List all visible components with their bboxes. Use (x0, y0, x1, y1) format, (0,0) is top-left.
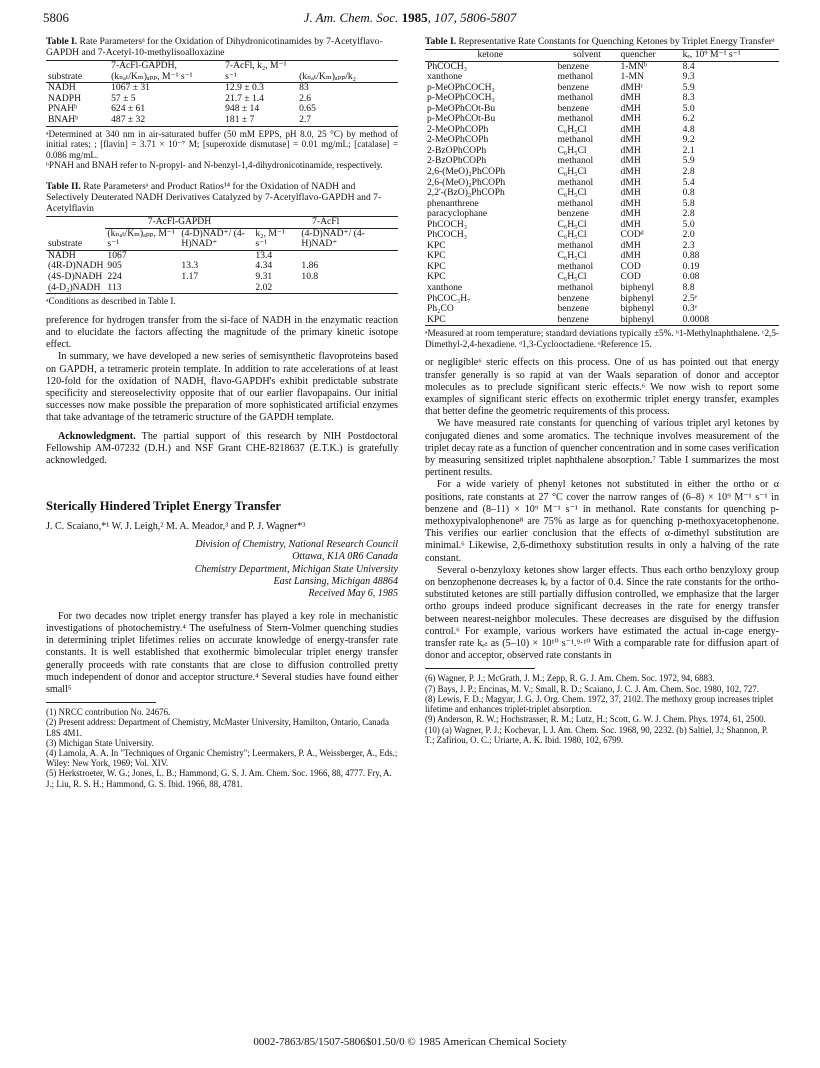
table-cell: (4R-D)NADH (48, 260, 104, 272)
table-row (425, 315, 779, 326)
table-cell: (4S-D)NADH (48, 270, 103, 282)
table-cell: PhCOCH₃ (427, 60, 468, 72)
table-row (425, 283, 779, 294)
table-row (425, 230, 779, 241)
reference-item: (8) Lewis, F. D.; Magyar, J. G. J. Org. Chem. 1972, 37, 2102. The methoxy group increases triplet lifetime and enhances triplet-triplet absorption. (425, 693, 774, 715)
received-date: Received May 6, 1985 (308, 588, 398, 600)
table-cell: dMH (620, 134, 641, 146)
left-body-text (46, 315, 398, 467)
table-row (46, 83, 398, 94)
table-cell: benzene (557, 81, 589, 93)
table-cell: 8.4 (682, 60, 695, 72)
table-cell: BNAHᵇ (46, 115, 109, 126)
table-cell: 0.19 (682, 260, 700, 272)
table-cell: 83 (299, 82, 309, 94)
product-ratio-table (46, 216, 398, 294)
table-cell: dMH (620, 218, 641, 230)
table-cell: methanol (557, 92, 594, 104)
table-row (425, 262, 779, 273)
table-cell: p-MeOPhCOCH₃ (427, 92, 495, 104)
table-cell: dMH (620, 187, 641, 199)
table-cell: NADH (48, 249, 76, 261)
table-cell: 0.0008 (681, 315, 779, 326)
column-header: (kₙₐₜ/Kₘ)ₐₚₚ, M⁻¹ s⁻¹ (105, 228, 179, 250)
reference-item: (5) Herkstroeter, W. G.; Jones, L. B.; Hammond, G. S. J. Am. Chem. Soc. 1966, 88, 4777. Fry, A. J.; Liu, R. S. H.; Hammond, G. S. Ibid. 1966, 88, 4781. (46, 768, 392, 789)
table-cell: 12.9 ± 0.3 (225, 82, 264, 94)
table-cell: 5.9 (682, 81, 695, 93)
paragraph: We have measured rate constants for quenching of various triplet aryl ketones by conjugated dienes and some aromatics. The technique involves measurement of the triplet decay rate as a function of quencher concentration and in some cases verification by measuring sensitized triplet naphthalene absorption.⁷ Table I summarizes the most pertinent results. (425, 418, 779, 479)
table-2-left (46, 181, 398, 307)
reference-item: (9) Anderson, R. W.; Hochstrasser, R. M.; Lutz, H.; Scott, G. W. J. Chem. Phys. 1974, 61, 2500. (425, 714, 766, 725)
reference-item: (6) Wagner, P. J.; McGrath, J. M.; Zepp, R. G. J. Am. Chem. Soc. 1972, 94, 6883. (425, 673, 715, 684)
table-cell: C₆H₅Cl (557, 218, 587, 230)
table-cell: 2-BzOPhCOPh (427, 144, 487, 156)
affiliations (46, 539, 398, 601)
reference-item: (10) (a) Wagner, P. J.; Kochevar, I. J. Am. Chem. Soc. 1968, 90, 2232. (b) Saltiel, J.; Shannon, P. T.; Zafiriou, O. C.; Uriarte, A. K. Ibid. 1980, 102, 6799. (425, 724, 769, 745)
table-cell: 0.65 (299, 103, 316, 115)
table-cell: 1-MN (620, 71, 644, 83)
quenching-rate-table (425, 49, 779, 326)
table-cell: NADPH (48, 92, 82, 104)
table-cell: benzene (557, 60, 589, 72)
table-cell: 2.6 (299, 92, 312, 104)
article-intro (46, 611, 398, 696)
table-cell: dMH (620, 197, 641, 209)
table-cell: Ph₂CO (427, 303, 454, 315)
table-cell: methanol (557, 71, 594, 83)
column-header: (kₙₐₜ/Kₘ)ₐₚₚ/k₂ (297, 61, 398, 83)
table-label: Table I. (425, 36, 457, 47)
article-authors: J. C. Scaiano,*¹ W. J. Leigh,² M. A. Meador,³ and P. J. Wagner*³ (46, 520, 306, 532)
table-1-right (425, 36, 779, 349)
table-cell: benzene (557, 102, 589, 114)
table-cell: 1.17 (181, 270, 199, 282)
affiliation-line: Chemistry Department, Michigan State University (194, 563, 398, 575)
table-cell: 1.86 (301, 260, 319, 272)
table-cell: 5.9 (682, 155, 695, 167)
table-cell: 10.8 (301, 270, 319, 282)
table-cell: COD (620, 260, 641, 272)
table-cell: C₆H₅Cl (557, 166, 587, 178)
column-header: quencher (619, 50, 681, 62)
table-row (425, 251, 779, 262)
rate-parameters-table (46, 60, 398, 127)
column-header: substrate (46, 228, 105, 250)
table-cell: 5.8 (682, 197, 695, 209)
page-header (0, 10, 820, 30)
table-row (425, 294, 779, 305)
table-cell: 9.31 (255, 270, 273, 282)
table-cell: benzene (557, 292, 589, 304)
table-cell: 905 (107, 260, 122, 272)
table-cell: dMH (620, 113, 641, 125)
table-cell: biphenyl (620, 282, 655, 294)
acknowledgment-text: The partial support of this research by NIH Postdoctoral Fellowship AM-07232 (D.H.) and NSF Grant CHE-8218637 (E.T.K.) is gratefully acknowledged. (46, 430, 398, 466)
table-cell: 5.0 (682, 218, 695, 230)
table-row (425, 272, 779, 283)
table-cell: 624 ± 61 (111, 103, 146, 115)
table-cell: methanol (557, 197, 594, 209)
table-cell: benzene (557, 303, 589, 315)
table-cell: 0.88 (682, 250, 700, 262)
table-cell: 21.7 ± 1.4 (225, 92, 264, 104)
column-header: (4-D)NAD⁺/ (4-H)NAD⁺ (299, 228, 398, 250)
table-cell: biphenyl (619, 315, 681, 326)
table-cell: 224 (107, 270, 122, 282)
table-cell: 2.8 (682, 166, 695, 178)
table-cell: methanol (557, 113, 594, 125)
table-cell: 13.4 (255, 249, 273, 261)
table-cell: KPC (427, 250, 446, 262)
table-cell: dMH (620, 123, 641, 135)
table-footnote: ᵃDetermined at 340 nm in air-saturated buffer (50 mM EPPS, pH 8.0, 25 °C) by method of initial rates; ; [flavin] = 3.71 × 10⁻⁷ M; [superoxide dismutase] = 0.01 mg/mL; [catalase] = 0.086 mg/mL. (46, 128, 398, 160)
table-cell: phenanthrene (427, 197, 479, 209)
table-cell: C₆H₅Cl (557, 144, 587, 156)
right-body-text (425, 357, 779, 662)
table-cell: 2.0 (682, 229, 695, 241)
table-row (425, 241, 779, 252)
table-cell: dMH (620, 92, 641, 104)
table-cell: NADH (48, 82, 76, 94)
table-cell: biphenyl (620, 292, 655, 304)
table-cell: 0.3ᵉ (682, 303, 698, 315)
table-cell: 2,2'-(BzO)₂PhCOPh (427, 187, 505, 199)
table-cell: 0.8 (682, 187, 695, 199)
column-header: substrate (46, 61, 109, 83)
table-cell: KPC (427, 271, 446, 283)
table-row (46, 104, 398, 115)
table-cell (179, 283, 253, 294)
table-cell: 4.8 (682, 123, 695, 135)
table-cell: PhCOCH₃ (427, 218, 468, 230)
references-right (425, 673, 779, 744)
table-cell: 9.3 (682, 71, 695, 83)
table-cell: methanol (557, 239, 594, 251)
table-cell: PNAHᵇ (48, 103, 78, 115)
column-header: solvent (556, 50, 619, 62)
acknowledgment-label: Acknowledgment. (58, 430, 136, 442)
table-cell: 2-MeOPhCOPh (427, 134, 489, 146)
reference-item: (7) Bays, J. P.; Encinas, M. V.; Small, R. D.; Scaiano, J. C. J. Am. Chem. Soc. 1980, 102, 727. (425, 683, 759, 694)
reference-item: (4) Lamola, A. A. In "Techniques of Organic Chemistry"; Leermakers, P. A., Weissberger, A., Eds.; Wiley: New York, 1969; Vol. XIV. (46, 748, 398, 769)
table-footnote: ᵃMeasured at room temperature; standard deviations typically ±5%. ᵇ1-Methylnaphthalene. ᶜ2,5-Dimethyl-2,4-hexadiene. ᵈ1,3-Cyclooctadiene. ᵉReference 15. (425, 328, 779, 349)
table-cell: dMH (620, 250, 641, 262)
reference-item: (3) Michigan State University. (46, 737, 154, 748)
table-1-left (46, 36, 398, 171)
table-cell: dMHᶜ (620, 81, 644, 93)
table-cell: methanol (557, 260, 594, 272)
table-cell: 181 ± 7 (223, 115, 297, 126)
table-cell: methanol (557, 155, 594, 167)
table-cell: 2.5ᵉ (682, 292, 698, 304)
table-cell: 1067 (107, 249, 127, 261)
table-cell: C₆H₅Cl (557, 229, 587, 241)
table-cell: (4-D₂)NADH (46, 283, 105, 294)
paragraph: Several o-benzyloxy ketones show larger effects. Thus each ortho benzyloxy group on benzophenone decreases kₑ by a factor of 0.4. Since the rate constants for the ortho-substituted ketones are still partially diffusion controlled, we emphasize that the larger ortho groups indeed produce significant decreases in the rate for energy transfer between nearest-neighbor molecules. These decreases are disguised by the diffusion control.⁶ For example, various workers have estimated the actual in-cage energy-transfer rate kₑₜ as (5–10) × 10¹⁰ s⁻¹.⁹·¹⁰ With a comparable rate for diffusion apart of donor and acceptor, observed rate constants in (425, 564, 779, 662)
column-group-header: 7-AcFl-GAPDH (105, 216, 253, 228)
table-row (425, 61, 779, 72)
table-cell: dMH (620, 102, 641, 114)
table-footnote: ᵃConditions as described in Table I. (46, 296, 176, 307)
table-cell: C₆H₅Cl (557, 123, 587, 135)
page-footer: 0002-7863/85/1507-5806$01.50/0 © 1985 American Chemical Society (253, 1036, 567, 1048)
column-header: 7-AcFl, k₂, M⁻¹ s⁻¹ (223, 61, 297, 83)
table-cell: xanthone (427, 71, 463, 83)
table-cell: 8.3 (682, 92, 695, 104)
table-cell: dMH (620, 239, 641, 251)
table-cell: 5.0 (682, 102, 695, 114)
table-label: Table I. (46, 36, 78, 47)
journal-volume-pages: , 107, 5806-5807 (427, 10, 517, 25)
table-caption: Representative Rate Constants for Quenching Ketones by Triplet Energy Transferᵃ (458, 36, 775, 47)
table-row (46, 283, 398, 294)
table-cell: 1067 ± 31 (111, 82, 150, 94)
table-cell: 2,6-(MeO)₂PhCOPh (427, 176, 506, 188)
table-cell: benzene (556, 315, 619, 326)
table-cell: p-MeOPhCOt-Bu (427, 102, 496, 114)
table-cell: 9.2 (682, 134, 695, 146)
reference-item: (2) Present address: Department of Chemistry, McMaster University, Hamilton, Ontario, Canada L8S 4M1. (46, 717, 389, 738)
table-row (46, 94, 398, 105)
table-cell: KPC (425, 315, 556, 326)
table-cell: paracyclophane (427, 208, 488, 220)
table-cell: methanol (557, 134, 594, 146)
table-cell: C₆H₅Cl (557, 187, 587, 199)
table-cell: 2-BzOPhCOPh (427, 155, 487, 167)
table-cell: methanol (557, 282, 594, 294)
table-caption: Rate Parametersᵃ for the Oxidation of Dihydronicotinamides by 7-Acetylflavo-GAPDH and 7-Acetyl-10-methylisoalloxazine (46, 36, 383, 58)
table-cell: dMH (620, 176, 641, 188)
table-row (425, 167, 779, 178)
table-cell: 13.3 (181, 260, 199, 272)
table-row (425, 304, 779, 315)
column-header: (4-D)NAD⁺/ (4-H)NAD⁺ (179, 228, 253, 250)
article-header (46, 501, 398, 601)
column-header: kₑ, 10⁹ M⁻¹ s⁻¹ (681, 50, 779, 62)
paragraph: For two decades now triplet energy transfer has played a key role in mechanistic investigations of photochemistry.⁴ The usefulness of Stern-Volmer quenching studies in determining triplet lifetimes relies on accurate knowledge of energy-transfer rate constants. It is well established that exothermic bimolecular triplet energy transfer generally proceeds with rate constants that are close to diffusion controlled pretty much independent of donor and acceptor structure.⁴ Several studies have found either small⁵ (46, 610, 398, 695)
table-cell: 2.1 (682, 144, 695, 156)
table-cell: C₆H₅Cl (557, 271, 587, 283)
table-footnote: ᵇPNAH and BNAH refer to N-propyl- and N-benzyl-1,4-dihydronicotinamide, respectively. (46, 160, 383, 171)
table-cell: benzene (557, 208, 589, 220)
table-cell: 2-MeOPhCOPh (427, 123, 489, 135)
affiliation-line: Ottawa, K1A 0R6 Canada (292, 551, 398, 563)
table-cell: 0.08 (682, 271, 700, 283)
table-cell: dMH (620, 166, 641, 178)
table-cell: p-MeOPhCOt-Bu (427, 113, 496, 125)
acknowledgment (46, 431, 398, 468)
table-cell: 5.4 (682, 176, 695, 188)
table-cell: 8.8 (682, 282, 695, 294)
table-cell: dMH (620, 155, 641, 167)
column-header: k₂, M⁻¹ s⁻¹ (253, 228, 299, 250)
left-column (46, 36, 398, 789)
table-cell: p-MeOPhCOCH₃ (427, 81, 495, 93)
table-row (425, 220, 779, 231)
table-cell: biphenyl (620, 303, 655, 315)
table-cell: 2,6-(MeO)₂PhCOPh (427, 166, 506, 178)
column-group-header: 7-AcFl (253, 216, 398, 228)
table-cell: PhCOC₃H₇ (427, 292, 471, 304)
table-cell: 2.8 (682, 208, 695, 220)
journal-citation: J. Am. Chem. Soc. 1985, 107, 5806-5807 (303, 10, 517, 25)
table-cell: KPC (427, 239, 446, 251)
table-cell: 57 ± 5 (111, 92, 136, 104)
table-row (46, 115, 398, 126)
table-cell: 2.02 (253, 283, 299, 294)
paragraph: In summary, we have developed a new series of semisynthetic flavoproteins based on GAPDH, a tetrameric protein template. In addition to rate accelerations of at least 120-fold for the oxidation of NADH, flavo-GAPDH's exhibit predictable substrate specificity and stereoselectivity opposite that of our earlier flavopapains. Our initial successes now make possible the preparation of more sophisticated artificial enzymes that take advantage of the tetrameric structure of the GAPDH template. (46, 351, 398, 424)
table-cell: dMH (620, 208, 641, 220)
table-cell: COD (620, 271, 641, 283)
reference-item: (1) NRCC contribution No. 24676. (46, 707, 171, 718)
table-row (46, 272, 398, 283)
column-header: 7-AcFl-GAPDH, (kₙₐₜ/Kₘ)ₐₚₚ, M⁻¹ s⁻¹ (109, 61, 223, 83)
table-cell: dMH (620, 144, 641, 156)
affiliation-line: Division of Chemistry, National Research Council (195, 538, 398, 550)
table-cell: 487 ± 32 (109, 115, 223, 126)
references-left (46, 707, 398, 789)
table-cell: 4.34 (255, 260, 273, 272)
table-cell: 1-MNᵇ (620, 60, 647, 72)
article-title: Sterically Hindered Triplet Energy Transfer (46, 499, 281, 514)
right-column (425, 36, 779, 745)
reference-divider (425, 668, 535, 669)
paragraph: or negligible⁶ steric effects on this process. One of us has pointed out that energy transfer generally is so rapid at van der Waals separation of donor and acceptor molecules as to preclude significant steric effects.⁶ We now wish to report some examples of significant steric effects on exothermic triplet energy transfer, examples that better define the geometric requirements of this process. (425, 357, 779, 418)
table-cell: 113 (105, 283, 179, 294)
paragraph: For a wide variety of phenyl ketones not substituted in either the ortho or α positions, rate constants at 27 °C cover the narrow ranges of (6–8) × 10⁹ M⁻¹ s⁻¹ in benzene and (8–11) × 10⁹ M⁻¹ s⁻¹ in methanol. Rate constants for quenching p-methoxypivalophenone⁸ are 75% as large as for quenching p-methoxyacetophenone. This verifies our earlier conclusion that the effects of α-dimethyl substitution are minimal.⁶ Likewise, 2,6-dimethoxy substitution results in only a halving of the rate constant. (425, 479, 779, 564)
table-cell (299, 283, 398, 294)
table-row (425, 209, 779, 220)
page-number: 5806 (43, 10, 69, 25)
table-caption: Rate Parametersᵃ and Product Ratios¹⁴ for the Oxidation of NADH and Selectively Deuterated NADH Derivatives Catalyzed by 7-Acetylflavo-GAPDH and 7-Acetylflavin (46, 180, 382, 214)
table-cell: xanthone (427, 282, 463, 294)
table-cell: KPC (427, 260, 446, 272)
table-cell: CODᵈ (620, 229, 644, 241)
journal-year: 1985 (401, 10, 428, 25)
table-cell: 2.3 (682, 239, 695, 251)
table-cell: C₆H₅Cl (557, 250, 587, 262)
column-header: ketone (425, 50, 556, 62)
table-cell: 2.7 (297, 115, 398, 126)
table-cell: methanol (557, 176, 594, 188)
table-label: Table II. (46, 180, 81, 192)
reference-divider (46, 702, 156, 703)
table-cell: 948 ± 14 (225, 103, 260, 115)
affiliation-line: East Lansing, Michigan 48864 (273, 575, 398, 587)
table-cell: 6.2 (682, 113, 695, 125)
table-cell: PhCOCH₃ (427, 229, 468, 241)
paragraph: preference for hydrogen transfer from the si-face of NADH in the enzymatic reaction and to elucidate the factors affecting the magnitude of the primary kinetic isotope effect. (46, 314, 398, 351)
